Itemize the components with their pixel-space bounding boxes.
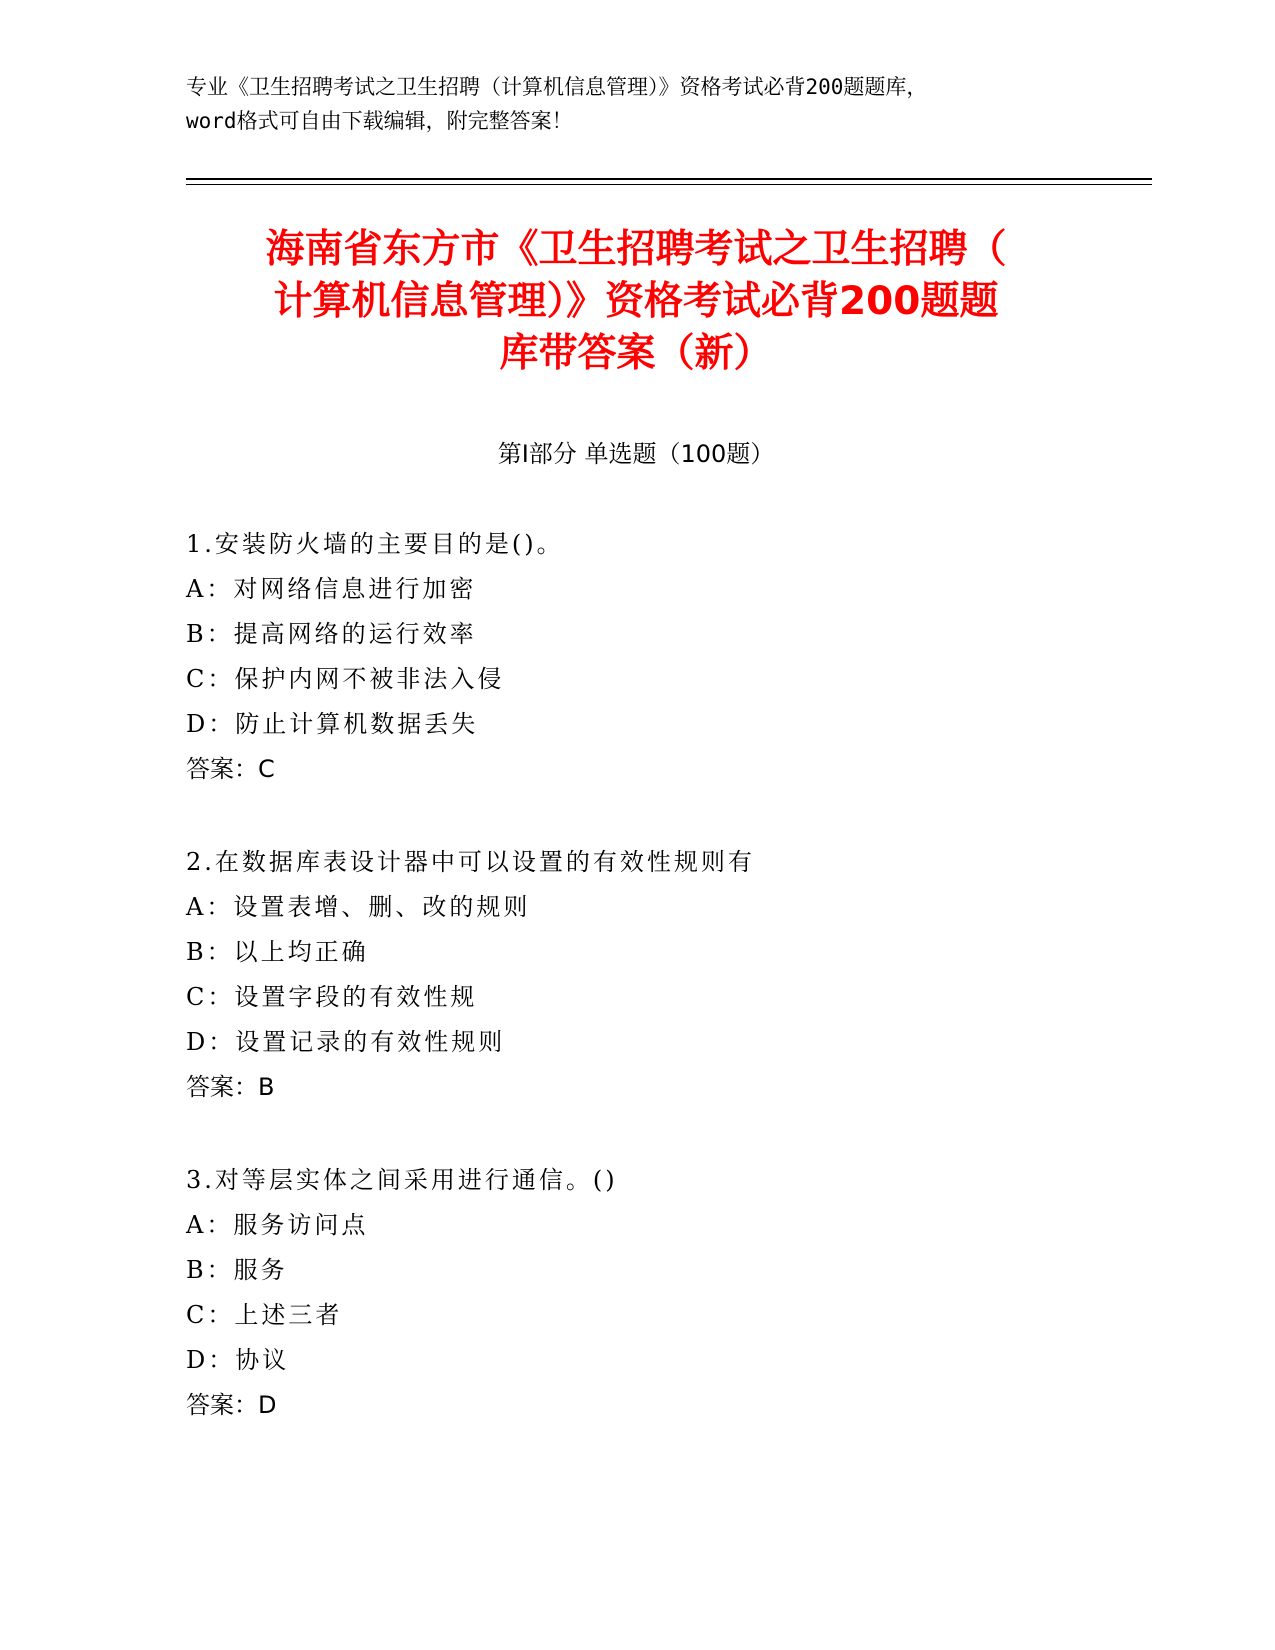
option-d: D：防止计算机数据丢失 — [186, 710, 479, 738]
answer-key: 答案：B — [186, 1073, 275, 1101]
question-3 — [186, 1158, 1086, 1428]
option-b: B：以上均正确 — [186, 938, 369, 966]
question-1 — [186, 522, 1086, 792]
option-d: D：设置记录的有效性规则 — [186, 1028, 506, 1056]
option-c: C：上述三者 — [186, 1301, 343, 1329]
option-a: A：对网络信息进行加密 — [186, 575, 477, 603]
title-line-1: 海南省东方市《卫生招聘考试之卫生招聘（ — [265, 227, 1007, 272]
question-stem: 2.在数据库表设计器中可以设置的有效性规则有 — [186, 848, 755, 876]
document-title — [186, 224, 1086, 380]
header-divider-thick — [186, 178, 1152, 180]
option-c: C：保护内网不被非法入侵 — [186, 665, 505, 693]
section-heading: 第Ⅰ部分 单选题（100题） — [497, 440, 775, 468]
question-stem: 3.对等层实体之间采用进行通信。() — [186, 1166, 618, 1194]
question-stem: 1.安装防火墙的主要目的是()。 — [186, 530, 564, 558]
header-text-line-1: 专业《卫生招聘考试之卫生招聘（计算机信息管理）》资格考试必背200题题库， — [186, 75, 928, 99]
option-a: A：服务访问点 — [186, 1211, 369, 1239]
header-text-line-2: word格式可自由下载编辑，附完整答案！ — [186, 109, 573, 133]
option-a: A：设置表增、删、改的规则 — [186, 893, 531, 921]
question-2 — [186, 840, 1086, 1110]
option-c: C：设置字段的有效性规 — [186, 983, 478, 1011]
option-b: B：提高网络的运行效率 — [186, 620, 477, 648]
answer-key: 答案：D — [186, 1391, 277, 1419]
option-d: D：协议 — [186, 1346, 290, 1374]
option-b: B：服务 — [186, 1256, 288, 1284]
page-header — [186, 70, 1086, 138]
header-divider-thin — [186, 184, 1152, 185]
answer-key: 答案：C — [186, 755, 275, 783]
title-line-2: 计算机信息管理）》资格考试必背200题题 — [273, 279, 999, 324]
title-line-3: 库带答案（新） — [499, 331, 773, 376]
